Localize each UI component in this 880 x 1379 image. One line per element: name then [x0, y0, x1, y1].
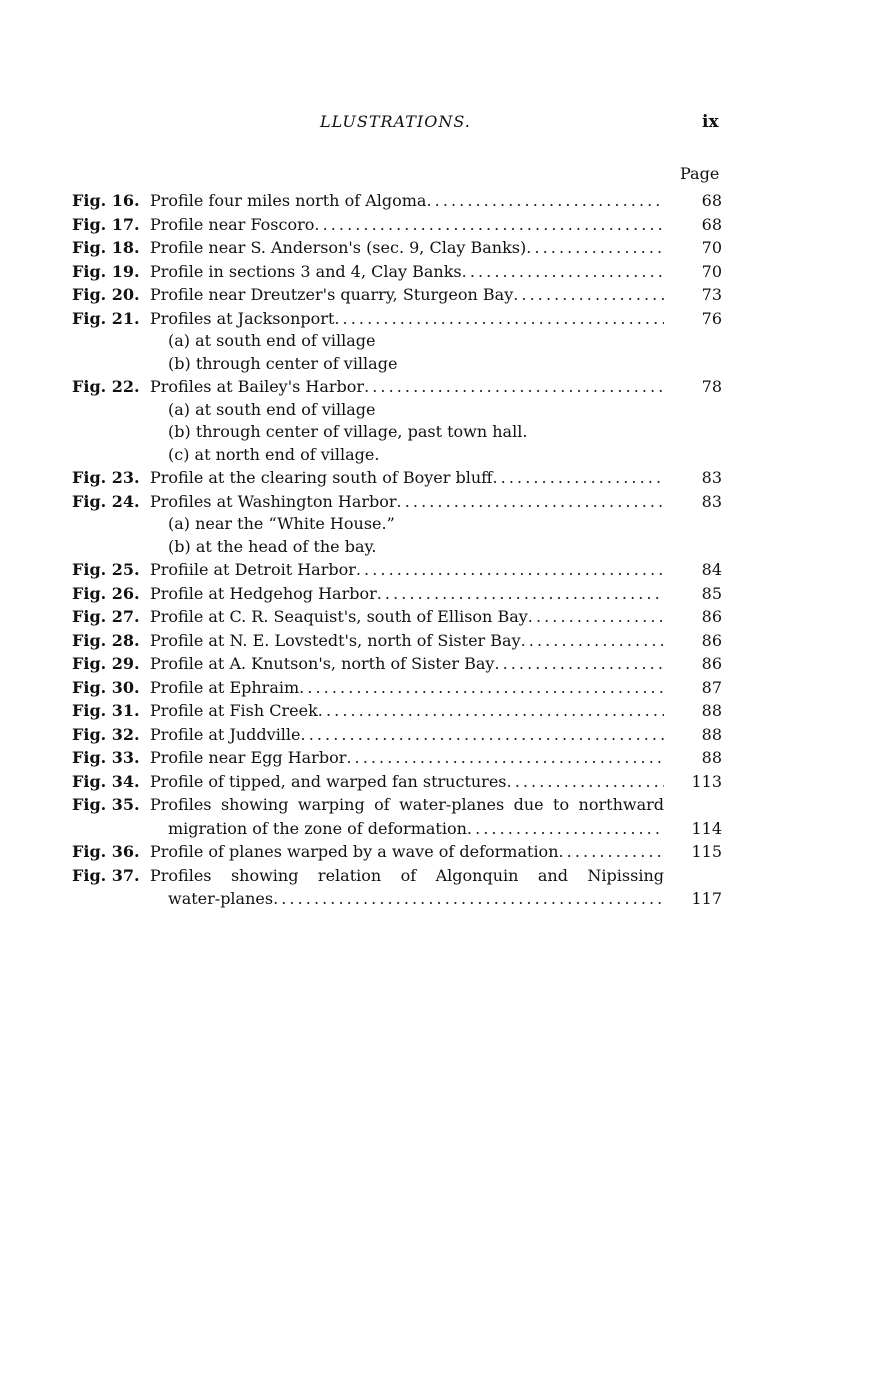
entry-title: Profiles showing warping of water-planes due to northward	[150, 795, 664, 814]
figure-number: Fig. 28.	[72, 630, 140, 650]
dot-leader	[426, 189, 664, 213]
entry-title: Profile near Dreutzer's quarry, Sturgeon Bay	[150, 285, 514, 304]
entry-title-line	[150, 605, 664, 629]
page-ref: 88	[701, 701, 722, 720]
toc-entry	[72, 652, 732, 676]
page-ref: 85	[701, 583, 722, 603]
illustrations-list	[72, 189, 732, 911]
page-number: ix	[702, 112, 719, 132]
entry-title: Profiles at Bailey's Harbor	[150, 377, 365, 396]
figure-number: Fig. 33.	[72, 748, 140, 767]
dot-leader	[334, 307, 664, 331]
page-ref: 113	[691, 771, 722, 791]
page-ref: 88	[701, 724, 722, 744]
dot-leader	[397, 490, 664, 514]
toc-entry	[72, 582, 732, 606]
figure-number: Fig. 19.	[72, 261, 140, 281]
entry-title: Profile at Juddville	[150, 724, 301, 744]
figure-number: Fig. 31.	[72, 701, 140, 720]
figure-number: Fig. 27.	[72, 607, 140, 626]
sub-entry	[72, 421, 732, 444]
entry-title: Profile at C. R. Seaquist's, south of Ellison Bay	[150, 607, 528, 626]
dot-leader	[356, 558, 664, 582]
dot-leader	[528, 605, 664, 629]
figure-number: Fig. 18.	[72, 238, 140, 257]
entry-title-line	[150, 236, 664, 260]
dot-leader	[467, 817, 664, 841]
figure-number: Fig. 22.	[72, 377, 140, 396]
dot-leader	[377, 582, 664, 606]
entry-title: Profiles showing relation of Algonquin and Nipissing	[150, 865, 664, 885]
dot-leader	[493, 466, 665, 490]
page-ref: 114	[691, 818, 722, 838]
dot-leader	[273, 887, 664, 911]
figure-number: Fig. 30.	[72, 677, 140, 697]
entry-title: Profile at A. Knutson's, north of Sister Bay	[150, 654, 495, 673]
dot-leader	[507, 770, 664, 794]
page-ref: 70	[701, 261, 722, 281]
figure-number: Fig. 34.	[72, 771, 140, 791]
entry-title-continued: water-planes	[168, 889, 274, 908]
sub-entry-label: (b) through center of village, past town hall.	[168, 422, 528, 441]
figure-number: Fig. 17.	[72, 214, 140, 234]
entry-title: Profiles at Washington Harbor	[150, 491, 397, 511]
sub-entry-label: (a) at south end of village	[168, 331, 376, 350]
toc-entry	[72, 466, 732, 490]
dot-leader	[513, 283, 664, 307]
running-title: LLUSTRATIONS.	[320, 112, 471, 131]
sub-entry	[72, 536, 732, 559]
page-ref: 68	[701, 191, 722, 210]
page-ref: 115	[691, 842, 722, 861]
sub-entry	[72, 513, 732, 536]
figure-number: Fig. 25.	[72, 560, 140, 579]
entry-title-line	[150, 466, 664, 490]
toc-entry-continuation	[72, 817, 732, 841]
entry-title-line	[150, 629, 664, 653]
entry-title-line	[150, 283, 664, 307]
page-ref: 78	[701, 377, 722, 396]
page-ref: 68	[701, 214, 722, 234]
sub-entry-label: (a) near the “White House.”	[168, 514, 395, 533]
page-ref: 88	[701, 748, 722, 767]
page-ref: 86	[701, 654, 722, 673]
sub-entry	[72, 330, 732, 353]
toc-entry	[72, 629, 732, 653]
toc-entry	[72, 605, 732, 629]
figure-number: Fig. 23.	[72, 468, 140, 487]
toc-entry	[72, 770, 732, 794]
toc-entry	[72, 746, 732, 770]
entry-title-line	[150, 307, 664, 331]
entry-title: Profile near Foscoro	[150, 214, 315, 234]
page-ref: 84	[701, 560, 722, 579]
toc-entry	[72, 676, 732, 700]
sub-entry	[72, 444, 732, 467]
entry-title-line	[150, 213, 664, 237]
entry-title-line	[168, 817, 664, 841]
toc-entry	[72, 236, 732, 260]
sub-entry-label: (a) at south end of village	[168, 399, 376, 419]
figure-number: Fig. 29.	[72, 654, 140, 673]
entry-title: Profile at N. E. Lovstedt's, north of Sister Bay	[150, 630, 521, 650]
sub-entry-label: (b) through center of village	[168, 353, 398, 373]
entry-title: Profiles at Jacksonport	[150, 308, 335, 328]
page-ref: 70	[701, 238, 722, 257]
figure-number: Fig. 36.	[72, 842, 140, 861]
entry-title: Profiile at Detroit Harbor	[150, 560, 356, 579]
entry-title-line	[150, 770, 664, 794]
entry-title: Profile near Egg Harbor	[150, 748, 347, 767]
dot-leader	[462, 260, 664, 284]
sub-entry	[72, 353, 732, 376]
dot-leader	[299, 676, 664, 700]
toc-entry	[72, 189, 732, 213]
dot-leader	[314, 213, 664, 237]
entry-title-line	[150, 189, 664, 213]
toc-entry	[72, 307, 732, 331]
toc-entry	[72, 864, 732, 888]
dot-leader	[559, 840, 665, 864]
toc-entry	[72, 840, 732, 864]
toc-entry	[72, 490, 732, 514]
dot-leader	[521, 629, 664, 653]
toc-entry	[72, 699, 732, 723]
entry-title-line	[150, 723, 664, 747]
entry-title-line	[150, 652, 664, 676]
dot-leader	[301, 723, 664, 747]
page-ref: 117	[691, 889, 722, 908]
page-ref: 86	[701, 607, 722, 626]
toc-entry	[72, 260, 732, 284]
page-ref: 73	[701, 285, 722, 304]
entry-title: Profile four miles north of Algoma	[150, 191, 427, 210]
figure-number: Fig. 35.	[72, 795, 140, 814]
entry-title-line	[150, 699, 664, 723]
entry-title: Profile at Ephraim	[150, 677, 300, 697]
entry-title: Profile of tipped, and warped fan structures	[150, 771, 507, 791]
toc-entry	[72, 558, 732, 582]
figure-number: Fig. 16.	[72, 191, 140, 210]
entry-title-line	[150, 746, 664, 770]
page-ref: 83	[701, 491, 722, 511]
sub-entry-label: (b) at the head of the bay.	[168, 536, 377, 556]
toc-entry	[72, 375, 732, 399]
entry-title-line	[150, 375, 664, 399]
dot-leader	[494, 652, 664, 676]
entry-title: Profile in sections 3 and 4, Clay Banks	[150, 261, 462, 281]
sub-entry-label: (c) at north end of village.	[168, 444, 380, 464]
figure-number: Fig. 37.	[72, 865, 140, 885]
page-ref: 76	[701, 308, 722, 328]
figure-number: Fig. 24.	[72, 491, 140, 511]
entry-title: Profile near S. Anderson's (sec. 9, Clay Banks)	[150, 238, 527, 257]
page-ref: 83	[701, 468, 722, 487]
page-ref: 87	[701, 677, 722, 697]
page-ref: 86	[701, 630, 722, 650]
entry-title: Profile of planes warped by a wave of deformation	[150, 842, 559, 861]
figure-number: Fig. 20.	[72, 285, 140, 304]
toc-entry	[72, 283, 732, 307]
figure-number: Fig. 32.	[72, 724, 140, 744]
entry-title: Profile at Hedgehog Harbor	[150, 583, 377, 603]
sub-entry	[72, 399, 732, 422]
entry-title-line	[150, 840, 664, 864]
dot-leader	[346, 746, 664, 770]
figure-number: Fig. 21.	[72, 308, 140, 328]
running-head	[0, 112, 880, 136]
entry-title-line	[150, 582, 664, 606]
entry-title-line	[150, 558, 664, 582]
entry-title-line	[150, 490, 664, 514]
dot-leader	[364, 375, 664, 399]
entry-title-line	[150, 676, 664, 700]
figure-number: Fig. 26.	[72, 583, 140, 603]
toc-entry-continuation	[72, 887, 732, 911]
entry-title-line	[150, 260, 664, 284]
entry-title: Profile at the clearing south of Boyer bluff	[150, 468, 493, 487]
entry-title-continued: migration of the zone of deformation	[168, 818, 467, 838]
entry-title: Profile at Fish Creek	[150, 701, 318, 720]
toc-entry	[72, 723, 732, 747]
entry-title-line	[168, 887, 664, 911]
toc-entry	[72, 793, 732, 817]
dot-leader	[318, 699, 664, 723]
toc-entry	[72, 213, 732, 237]
page-column-label: Page	[680, 164, 720, 183]
dot-leader	[526, 236, 664, 260]
